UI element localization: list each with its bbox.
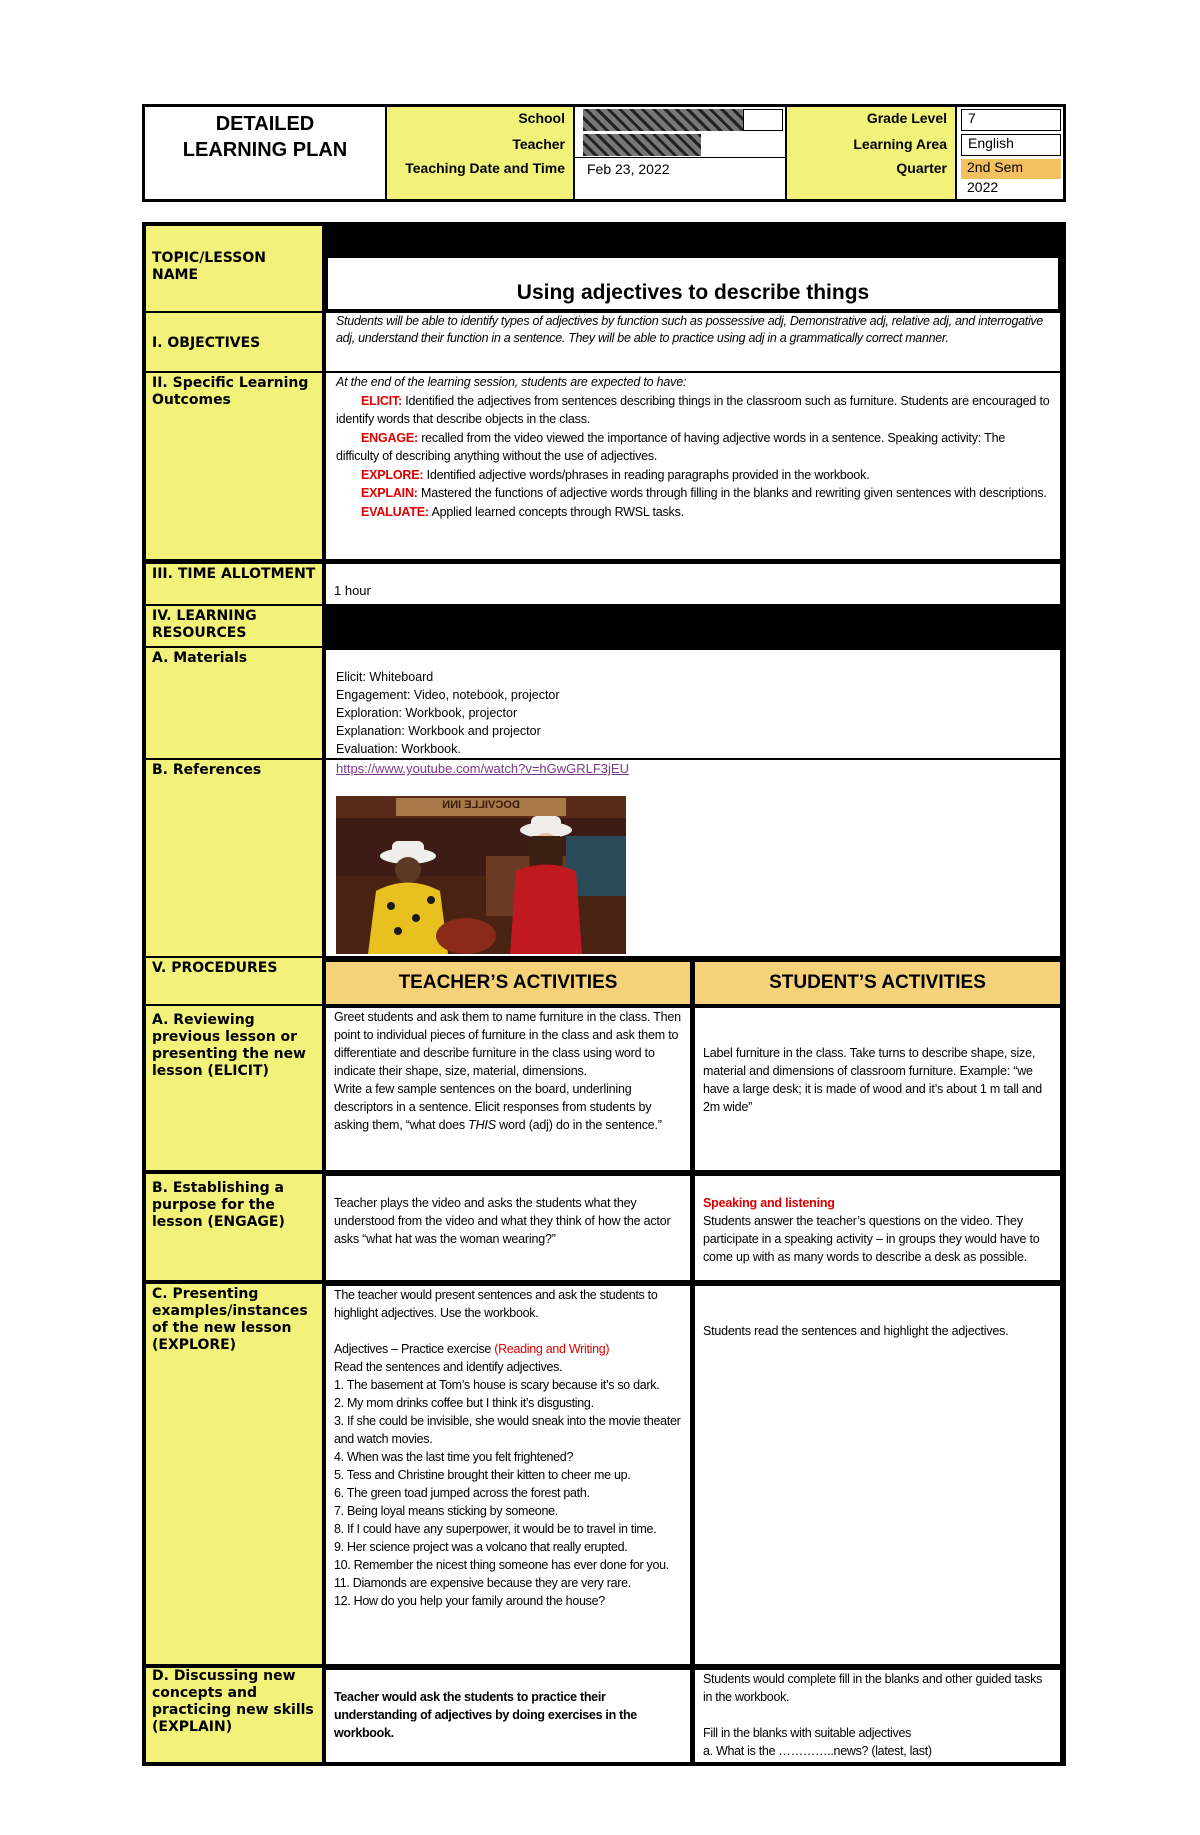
explain-teacher-text: Teacher would ask the students to practice their understanding of adjectives by doing exercises in the workbook. [326, 1670, 690, 1762]
exercise-title: Adjectives – Practice exercise [334, 1342, 495, 1356]
engage-student-cell [695, 1176, 1060, 1280]
explain-label: D. Discussing new concepts and practicing new skills (EXPLAIN) [146, 1668, 322, 1762]
exercise-item: 2. My mom drinks coffee but I think it’s disgusting. [334, 1396, 594, 1410]
references-label: B. References [146, 760, 322, 956]
elicit-teacher-text-2a: Write a few sample sentences on the board, underlining descriptors in a sentence. Elicit responses from students by asking them, “what does [334, 1082, 652, 1132]
school-field [743, 109, 783, 131]
quarter-label: Quarter [896, 160, 947, 176]
references-cell [326, 760, 1060, 956]
objectives-label: I. OBJECTIVES [146, 313, 322, 371]
area-label: Learning Area [853, 136, 947, 152]
video-scene-image [336, 796, 626, 954]
materials-item: Evaluation: Workbook. [336, 742, 461, 756]
exercise-item: 9. Her science project was a volcano that really erupted. [334, 1540, 628, 1554]
elicit-teacher-text-2c: word (adj) do in the sentence.” [495, 1118, 662, 1132]
materials-cell [326, 650, 1060, 758]
materials-item: Explanation: Workbook and projector [336, 724, 541, 738]
explore-teacher-intro: The teacher would present sentences and ask the students to highlight adjectives. Use the workbook. [334, 1288, 658, 1320]
exercise-item: 12. How do you help your family around the house? [334, 1594, 605, 1608]
teacher-label: Teacher [512, 136, 565, 152]
exercise-tag: (Reading and Writing) [494, 1342, 610, 1356]
exercise-item: 7. Being loyal means sticking by someone. [334, 1504, 558, 1518]
exercise-item: 6. The green toad jumped across the forest path. [334, 1486, 590, 1500]
explain-student-text-1: Students would complete fill in the blanks and other guided tasks in the workbook. [703, 1672, 1043, 1704]
materials-item: Exploration: Workbook, projector [336, 706, 518, 720]
header-values-left [575, 107, 785, 199]
header-values-right [957, 107, 1063, 199]
elicit-student-text: Label furniture in the class. Take turns to describe shape, size, material and dimensions of classroom furniture. Example: “we have a large desk; it is made of wood and it’s about 1 m tall and 2m wide” [695, 1008, 1060, 1170]
engage-tag: ENGAGE: [361, 430, 418, 445]
video-thumbnail[interactable] [336, 796, 626, 954]
exercise-instructions: Read the sentences and identify adjectives. [334, 1360, 563, 1374]
time-value: 1 hour [326, 564, 1060, 604]
explore-label: C. Presenting examples/instances of the new lesson (EXPLORE) [146, 1284, 322, 1664]
exercise-item: 8. If I could have any superpower, it would be to travel in time. [334, 1522, 657, 1536]
elicit-teacher-text-2b: THIS [468, 1118, 496, 1132]
elicit-tag: ELICIT: [361, 393, 402, 408]
plan-title: DETAILED LEARNING PLAN [145, 107, 385, 199]
explain-student-cell [695, 1670, 1060, 1762]
time-label: III. TIME ALLOTMENT [146, 564, 322, 604]
outcomes-label: II. Specific Learning Outcomes [146, 373, 322, 559]
engage-student-text: Students answer the teacher’s questions on the video. They participate in a speaking activity – in groups they would have to come up with as many words to describe a desk as possible. [703, 1214, 1040, 1264]
grade-label: Grade Level [866, 110, 947, 126]
teacher-redaction [583, 134, 701, 156]
materials-label: A. Materials [146, 648, 322, 758]
explore-student-text: Students read the sentences and highlight the adjectives. [695, 1286, 1060, 1664]
area-value: English [961, 134, 1061, 156]
header-labels-right [787, 107, 955, 199]
explore-teacher-cell [326, 1286, 690, 1664]
header-labels-left [387, 107, 573, 199]
evaluate-tag: EVALUATE: [361, 504, 429, 519]
exercise-item: 3. If she could be invisible, she would sneak into the movie theater and watch movies. [334, 1414, 681, 1446]
school-label: School [518, 110, 565, 126]
engage-teacher-text: Teacher plays the video and asks the students what they understood from the video and what they think of how the actor asks “what hat was the woman wearing?” [326, 1176, 690, 1280]
student-activities-header: STUDENT’S ACTIVITIES [695, 962, 1060, 1004]
explore-tag: EXPLORE: [361, 467, 424, 482]
elicit-label: A. Reviewing previous lesson or presenting the new lesson (ELICIT) [146, 1006, 322, 1170]
exercise-item: 1. The basement at Tom’s house is scary because it’s so dark. [334, 1378, 660, 1392]
engage-label: B. Establishing a purpose for the lesson (ENGAGE) [146, 1174, 322, 1280]
quarter-value: 2nd Sem [961, 159, 1061, 179]
materials-item: Engagement: Video, notebook, projector [336, 688, 560, 702]
explain-text: Mastered the functions of adjective words through filling in the blanks and rewriting given sentences with descriptions. [417, 486, 1047, 500]
date-label: Teaching Date and Time [405, 160, 565, 176]
exercise-item: 10. Remember the nicest thing someone has ever done for you. [334, 1558, 669, 1572]
elicit-teacher-cell [326, 1008, 690, 1170]
exercise-item: 4. When was the last time you felt frightened? [334, 1450, 574, 1464]
resources-label: IV. LEARNING RESOURCES [146, 606, 322, 646]
explore-text: Identified adjective words/phrases in reading paragraphs provided in the workbook. [423, 467, 870, 482]
exercise-item: 5. Tess and Christine brought their kitten to cheer me up. [334, 1468, 631, 1482]
grade-value: 7 [961, 109, 1061, 131]
date-value: Feb 23, 2022 [587, 161, 670, 177]
procedures-label: V. PROCEDURES [146, 958, 322, 1004]
teacher-activities-header: TEACHER’S ACTIVITIES [326, 962, 690, 1004]
topic-label: TOPIC/LESSON NAME [146, 226, 322, 311]
reference-link[interactable]: https://www.youtube.com/watch?v=hGwGRLF3jEU [336, 761, 629, 776]
explain-tag: EXPLAIN: [361, 486, 418, 500]
exercise-item: 11. Diamonds are expensive because they are very rare. [334, 1576, 631, 1590]
video-sign-text: DOCVILLE INN [442, 799, 520, 811]
topic-title: Using adjectives to describe things [516, 281, 870, 304]
engage-text: recalled from the video viewed the importance of having adjective words in a sentence. Speaking activity: The difficulty of describing anything without the use of adjectives. [336, 430, 1006, 463]
explain-student-text-2: Fill in the blanks with suitable adjectives [703, 1726, 912, 1740]
explain-student-text-3: a. What is the …………..news? (latest, last) [703, 1744, 932, 1758]
school-redaction [583, 109, 743, 131]
elicit-text: Identified the adjectives from sentences describing things in the classroom such as furniture. Students are encouraged to identify words that describe objects in the class. [336, 393, 1050, 426]
materials-item: Elicit: Whiteboard [336, 670, 434, 684]
elicit-teacher-text-1: Greet students and ask them to name furniture in the class. Then point to individual pieces of furniture in the class and ask them to differentiate and describe furniture in the class using word to indicate their shape, size, material, dimensions. [334, 1010, 681, 1078]
evaluate-text: Applied learned concepts through RWSL tasks. [428, 504, 684, 519]
outcomes-intro: At the end of the learning session, students are expected to have: [336, 375, 687, 389]
engage-student-tag: Speaking and listening [703, 1196, 835, 1210]
objectives-text: Students will be able to identify types of adjectives by function such as possessive adj, Demonstrative adj, relative adj, and interrogative adj, understand their function in a sentence. They will be able to practice using adj in a grammatically correct manner. [326, 313, 1060, 371]
year-value: 2022 [967, 179, 999, 195]
outcomes-cell [326, 373, 1060, 559]
